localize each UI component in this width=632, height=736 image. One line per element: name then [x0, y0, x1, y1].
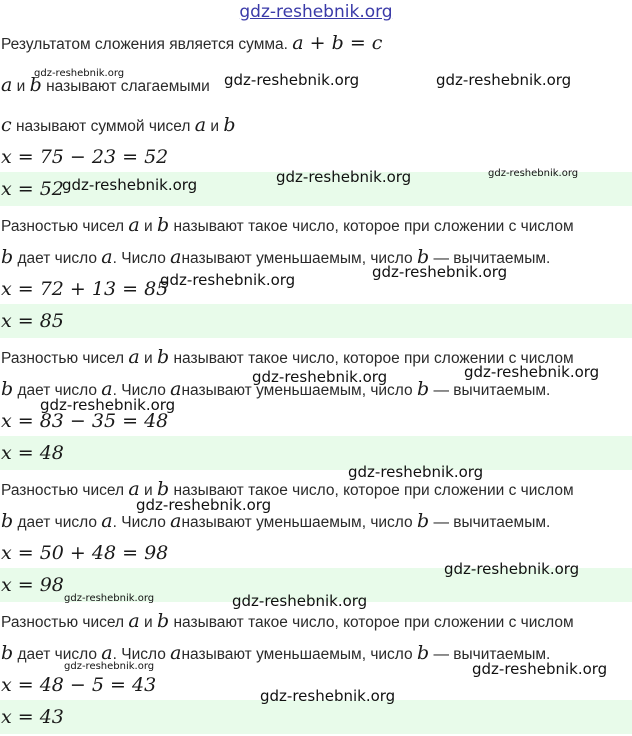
definition-line-1: [0, 610, 632, 632]
watermark: gdz-reshebnik.org: [136, 496, 272, 514]
var-a: a: [128, 214, 140, 236]
var-c: c: [1, 114, 12, 136]
watermark: gdz-reshebnik.org: [224, 71, 360, 89]
var-b: b: [156, 346, 170, 368]
var-a: a: [128, 610, 140, 632]
watermark: gdz-reshebnik.org: [40, 396, 176, 414]
var-b: b: [1, 378, 14, 400]
var-b: b: [1, 510, 14, 532]
definition-text: называют такое число, которое при сложении с числом: [173, 350, 574, 367]
addends-text: называют слагаемыми: [46, 78, 210, 95]
watermark: gdz-reshebnik.org: [62, 176, 198, 194]
intro-sum-text: Результатом сложения является сумма.: [1, 36, 288, 53]
definition-text: . Число: [112, 514, 166, 531]
answer-4: x = 98: [0, 568, 632, 602]
var-b: b: [156, 214, 170, 236]
definition-text: называют уменьшаемым, число: [181, 514, 413, 531]
watermark: gdz-reshebnik.org: [372, 263, 508, 281]
watermark: gdz-reshebnik.org: [444, 560, 580, 578]
var-b: b: [156, 610, 170, 632]
watermark: gdz-reshebnik.org: [348, 463, 484, 481]
var-a: a: [170, 642, 182, 664]
var-a: a: [101, 378, 113, 400]
var-a: a: [170, 510, 182, 532]
definition-text: дает число: [17, 382, 97, 399]
definition-text: — вычитаемым.: [433, 382, 551, 399]
var-b: b: [416, 246, 430, 268]
watermark: gdz-reshebnik.org: [260, 687, 396, 705]
definition-text: Разностью чисел: [1, 614, 125, 631]
definition-text: Разностью чисел: [1, 218, 125, 235]
definition-text: называют уменьшаемым, число: [181, 250, 413, 267]
definition-line-2: [0, 246, 632, 268]
definition-text: . Число: [112, 382, 166, 399]
watermark: gdz-reshebnik.org: [34, 68, 125, 79]
definition-text: дает число: [17, 514, 97, 531]
var-a: a: [194, 114, 207, 136]
watermark: gdz-reshebnik.org: [472, 660, 608, 678]
watermark: gdz-reshebnik.org: [276, 168, 412, 186]
intro-line-3: [0, 114, 632, 136]
var-a: a: [128, 478, 140, 500]
var-b: b: [156, 478, 170, 500]
var-a: a: [1, 74, 13, 96]
watermark: gdz-reshebnik.org: [464, 363, 600, 381]
definition-text: называют уменьшаемым, число: [181, 382, 413, 399]
answer-1: x = 52: [0, 172, 632, 206]
definition-text: — вычитаемым.: [433, 514, 551, 531]
conjunction: и: [144, 614, 153, 631]
definition-text: дает число: [17, 250, 97, 267]
header-site-link[interactable]: gdz-reshebnik.org: [239, 2, 393, 22]
equation-3: x = 83 − 35 = 48: [1, 410, 169, 432]
conjunction: и: [144, 218, 153, 235]
conjunction: и: [144, 482, 153, 499]
definition-line-1: [0, 478, 632, 500]
conjunction: и: [144, 350, 153, 367]
var-a: a: [128, 346, 140, 368]
definition-text: Разностью чисел: [1, 482, 125, 499]
watermark: gdz-reshebnik.org: [160, 271, 296, 289]
watermark: gdz-reshebnik.org: [436, 71, 572, 89]
watermark: gdz-reshebnik.org: [252, 368, 388, 386]
conjunction: и: [210, 118, 220, 135]
conjunction: и: [16, 78, 26, 95]
watermark: gdz-reshebnik.org: [64, 661, 155, 672]
watermark: gdz-reshebnik.org: [488, 168, 579, 179]
var-a: a: [170, 246, 182, 268]
var-b: b: [416, 642, 430, 664]
var-a: a: [101, 246, 113, 268]
definition-text: называют такое число, которое при сложении с числом: [173, 614, 574, 631]
var-b: b: [416, 510, 430, 532]
var-b: b: [416, 378, 430, 400]
var-a: a: [101, 510, 113, 532]
definition-text: — вычитаемым.: [433, 250, 551, 267]
var-b: b: [29, 74, 42, 96]
sum-formula: a + b = c: [292, 32, 383, 54]
definition-text: . Число: [112, 646, 166, 663]
equation-1: x = 75 − 23 = 52: [1, 146, 169, 168]
definition-line-2: [0, 510, 632, 532]
definition-text: . Число: [112, 250, 166, 267]
definition-text: — вычитаемым.: [433, 646, 551, 663]
equation-2: x = 72 + 13 = 85: [1, 278, 169, 300]
definition-text: называют такое число, которое при сложении с числом: [173, 218, 574, 235]
answer-5: x = 43: [0, 700, 632, 734]
equation-5: x = 48 − 5 = 43: [1, 674, 157, 696]
definition-line-1: [0, 214, 632, 236]
intro-line-1: [0, 32, 632, 54]
equation-4: x = 50 + 48 = 98: [1, 542, 169, 564]
watermark: gdz-reshebnik.org: [232, 592, 368, 610]
var-b: b: [1, 642, 14, 664]
definition-text: дает число: [17, 646, 97, 663]
var-a: a: [101, 642, 113, 664]
answer-2: x = 85: [0, 304, 632, 338]
var-b: b: [1, 246, 14, 268]
definition-text: называют такое число, которое при сложении с числом: [173, 482, 574, 499]
watermark: gdz-reshebnik.org: [64, 593, 155, 604]
definition-text: называют уменьшаемым, число: [181, 646, 413, 663]
var-b: b: [223, 114, 236, 136]
definition-text: Разностью чисел: [1, 350, 125, 367]
sum-name-text: называют суммой чисел: [15, 118, 191, 135]
answer-3: x = 48: [0, 436, 632, 470]
var-a: a: [170, 378, 182, 400]
